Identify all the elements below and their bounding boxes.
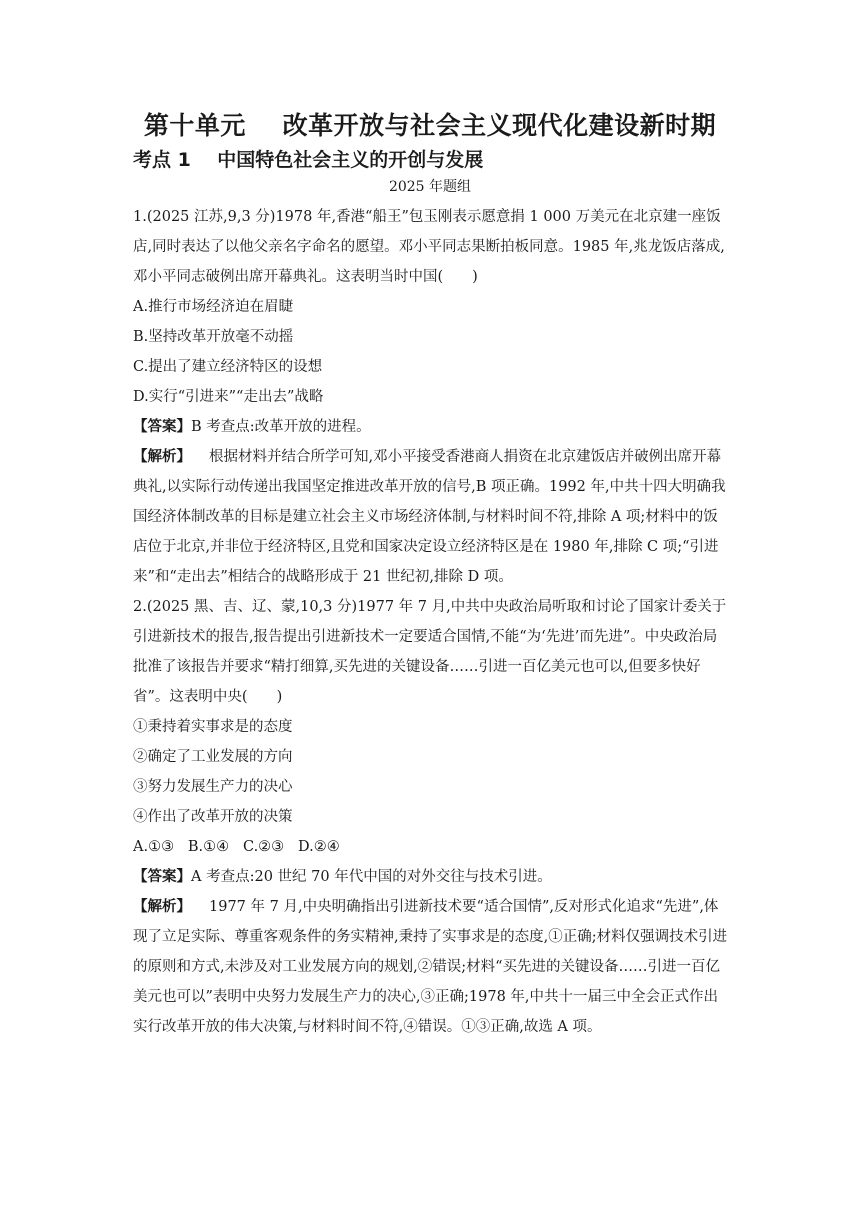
q2-statement-1: ①秉持着实事求是的态度 [133, 719, 293, 735]
q2-answer-text: A 考查点:20 世纪 70 年代中国的对外交往与技术引进。 [191, 869, 552, 885]
q1-answer-tag: 【答案】 [133, 418, 191, 435]
q2-analysis [133, 892, 731, 1042]
q1-stem: 1.(2025 江苏,9,3 分)1978 年,香港“船王”包玉刚表示愿意捐 1 000 万美元在北京建一座饭店,同时表达了以他父亲名字命名的愿望。邓小平同志果断拍板同意。1985 年,兆龙饭店落成,邓小平同志破例出席开幕典礼。这表明当时中国( ) [133, 209, 725, 285]
q2-choices: A.①③ B.①④ C.②③ D.②④ [133, 839, 340, 855]
q2-analysis-text: 1977 年 7 月,中央明确指出引进新技术要“适合国情”,反对形式化追求“先进”,体现了立足实际、尊重客观条件的务实精神,秉持了实事求是的态度,①正确;材料仅强调技术引进的原则和方式,未涉及对工业发展方向的规划,②错误;材料“买先进的关键设备……引进一百亿美元也可以”表明中央努力发展生产力的决心,③正确;1978 年,中共十一届三中全会正式作出实行改革开放的伟大决策,与材料时间不符,④错误。①③正确,故选 A 项。 [133, 899, 728, 1035]
q1-option-d: D.实行“引进来”“走出去”战略 [133, 389, 324, 405]
q1-analysis-tag: 【解析】 [133, 448, 191, 465]
q1-analysis [133, 442, 731, 592]
kaodian-title: 考点 1 中国特色社会主义的开创与发展 [133, 149, 484, 171]
q1-analysis-text: 根据材料并结合所学可知,邓小平接受香港商人捐资在北京建饭店并破例出席开幕典礼,以实际行动传递出我国坚定推进改革开放的信号,B 项正确。1992 年,中共十四大明确我国经济体制改革的目标是建立社会主义市场经济体制,与材料时间不符,排除 A 项;材料中的饭店位于北京,并非位于经济特区,且党和国家决定设立经济特区是在 1980 年,排除 C 项;“引进来”和“走出去”相结合的战略形成于 21 世纪初,排除 D 项。 [133, 449, 726, 585]
q1-answer [133, 412, 731, 442]
q1-answer-text: B 考查点:改革开放的进程。 [191, 419, 371, 435]
question-content [133, 202, 731, 1042]
unit-title: 第十单元 改革开放与社会主义现代化建设新时期 [143, 111, 717, 140]
q2-statement-4: ④作出了改革开放的决策 [133, 809, 293, 825]
q1-option-a: A.推行市场经济迫在眉睫 [133, 299, 294, 315]
q2-analysis-tag: 【解析】 [133, 898, 191, 915]
q2-answer-tag: 【答案】 [133, 868, 191, 885]
q2-answer [133, 862, 731, 892]
q2-stem: 2.(2025 黑、吉、辽、蒙,10,3 分)1977 年 7 月,中共中央政治局听取和讨论了国家计委关于引进新技术的报告,报告提出引进新技术一定要适合国情,不能“为‘先进’而先进”。中央政治局批准了该报告并要求“精打细算,买先进的关键设备……引进一百亿美元也可以,但要多快好省”。这表明中央( ) [133, 599, 727, 705]
q1-option-b: B.坚持改革开放毫不动摇 [133, 329, 294, 345]
group-title: 2025 年题组 [388, 179, 472, 195]
q1-option-c: C.提出了建立经济特区的设想 [133, 359, 323, 375]
q2-statement-2: ②确定了工业发展的方向 [133, 749, 293, 765]
q2-statement-3: ③努力发展生产力的决心 [133, 779, 293, 795]
